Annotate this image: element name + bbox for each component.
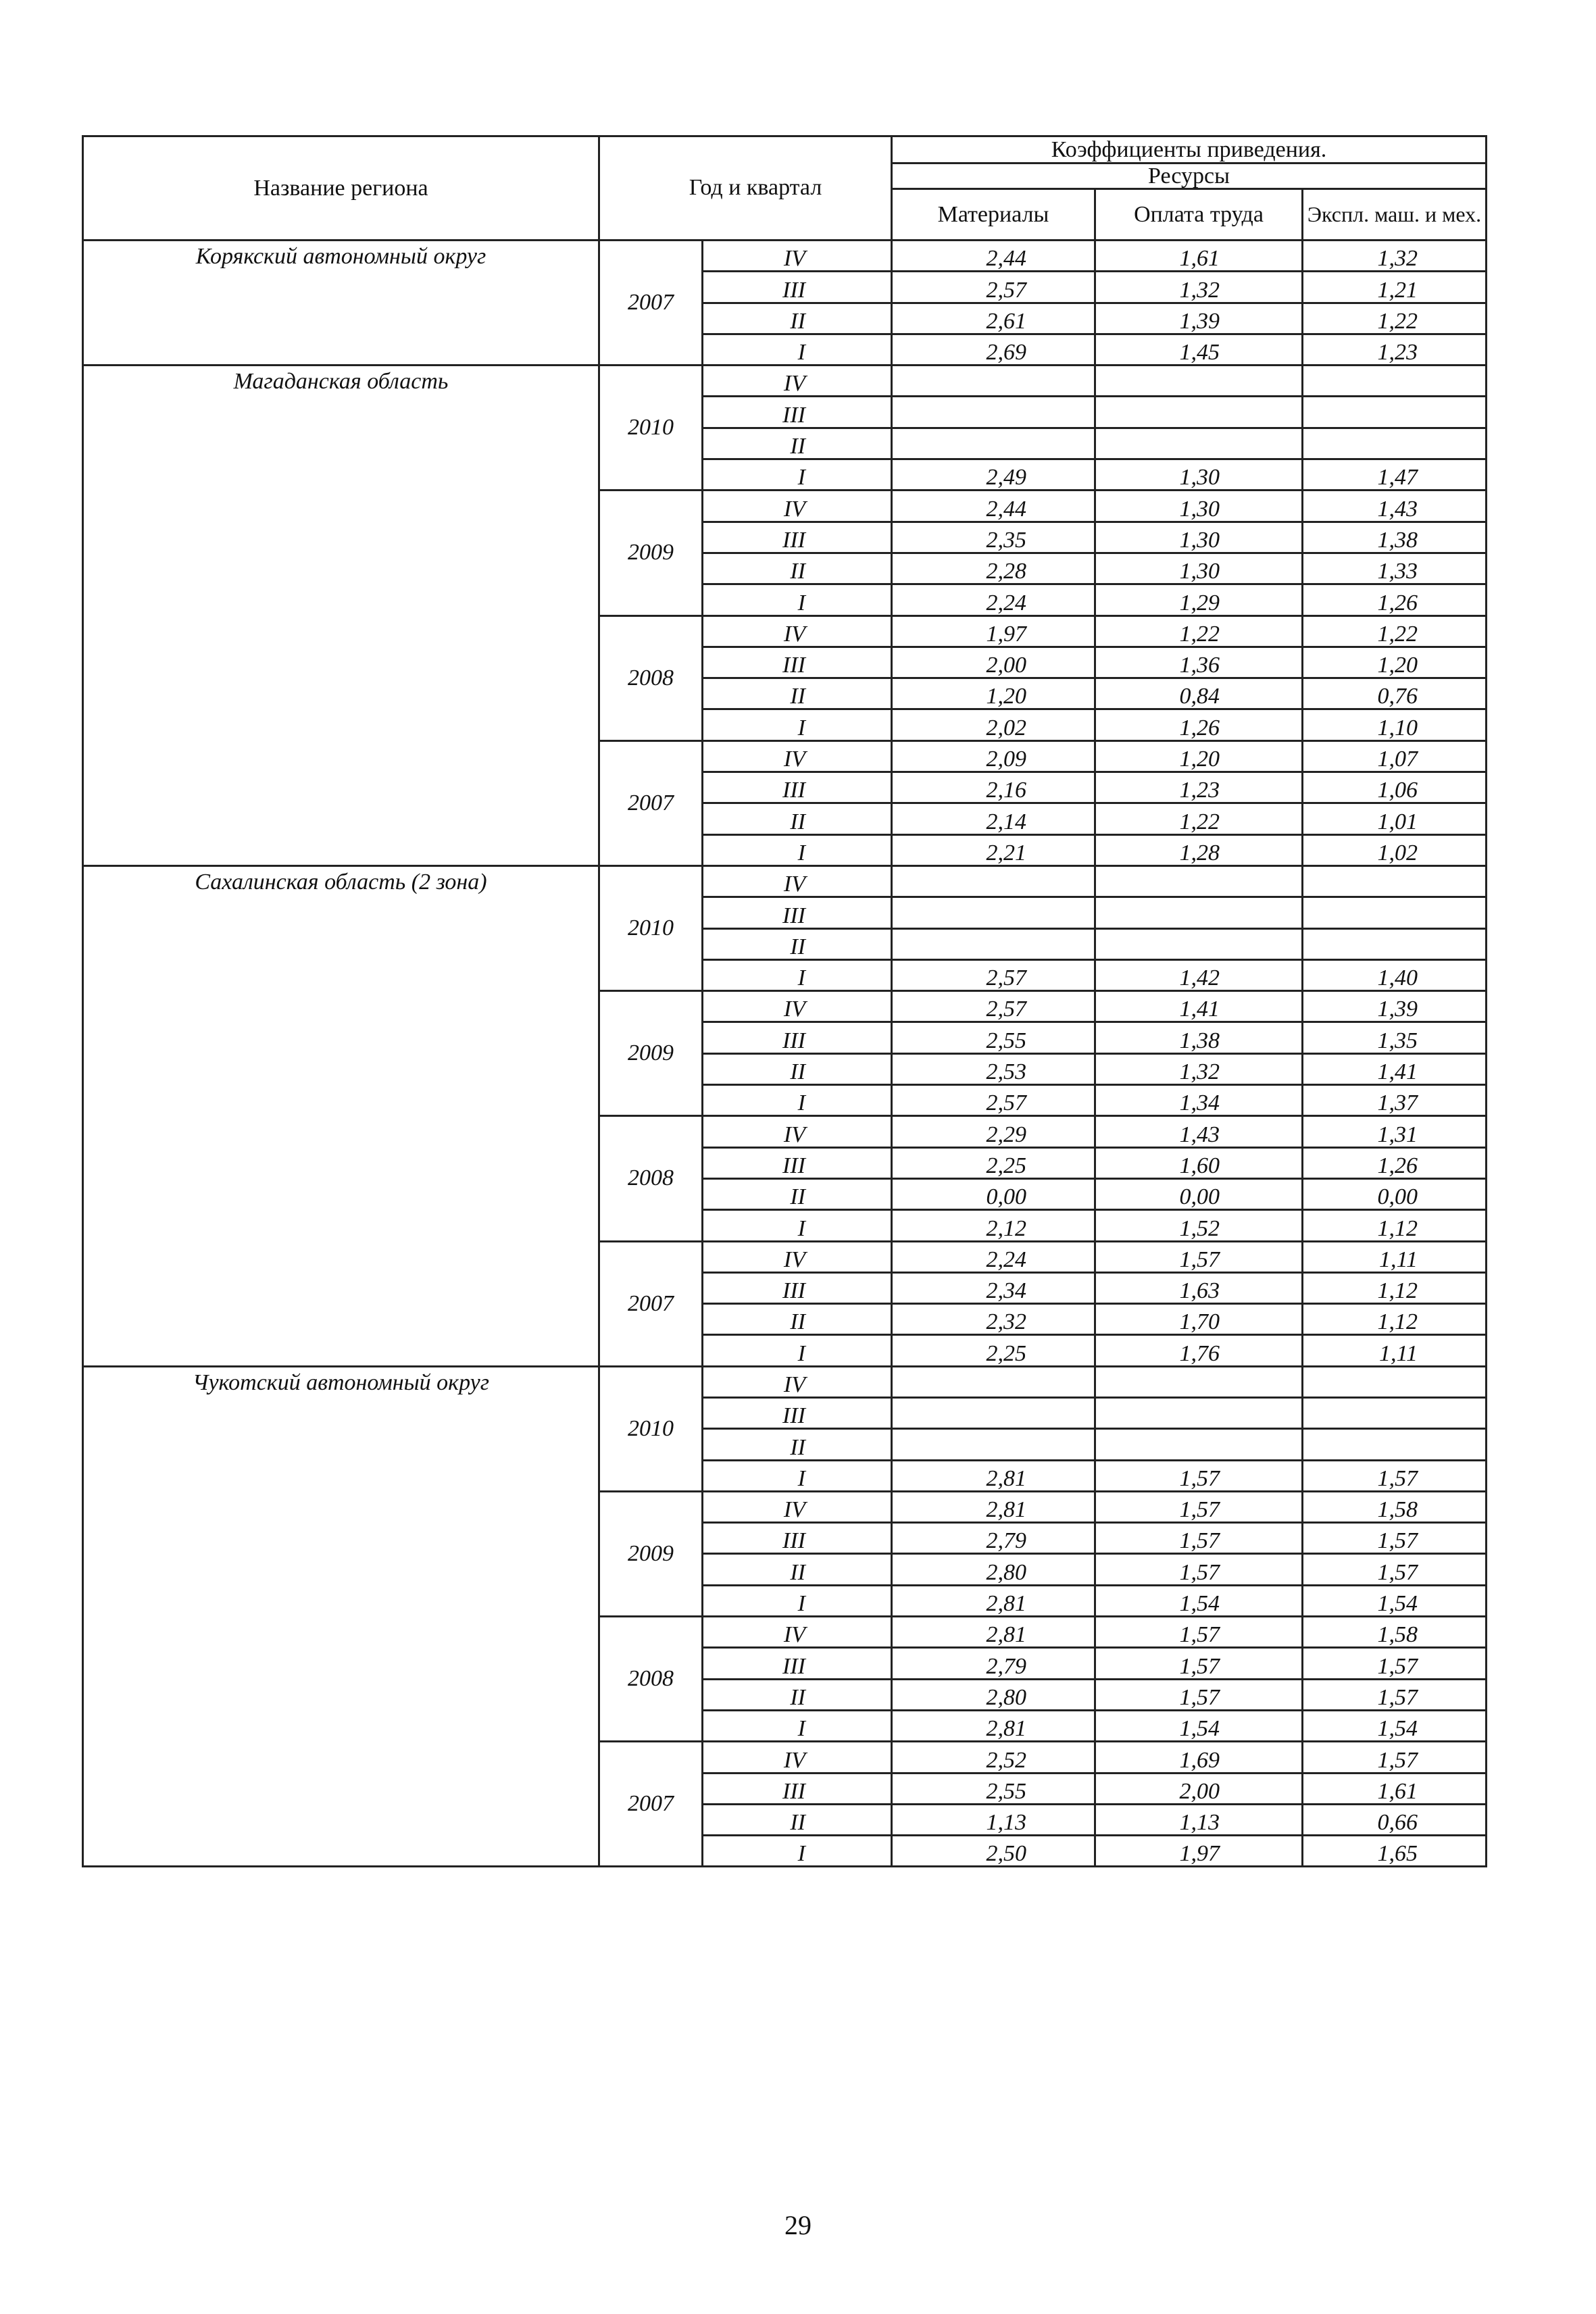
materials-cell: 2,44 <box>892 491 1095 522</box>
materials-cell: 2,57 <box>892 991 1095 1022</box>
quarter-cell: IV <box>703 241 892 272</box>
header-coefficients: Коэффициенты приведения. <box>892 136 1487 164</box>
labor-cell: 1,22 <box>1095 803 1303 834</box>
labor-cell: 1,30 <box>1095 522 1303 553</box>
year-cell: 2008 <box>599 1617 703 1742</box>
quarter-cell: II <box>703 553 892 584</box>
machines-cell: 1,22 <box>1303 615 1487 647</box>
year-cell: 2008 <box>599 615 703 740</box>
labor-cell: 1,38 <box>1095 1022 1303 1053</box>
quarter-cell: II <box>703 303 892 334</box>
labor-cell <box>1095 1429 1303 1460</box>
materials-cell: 2,55 <box>892 1773 1095 1804</box>
labor-cell: 1,32 <box>1095 1053 1303 1084</box>
materials-cell <box>892 366 1095 397</box>
machines-cell: 1,33 <box>1303 553 1487 584</box>
labor-cell: 1,57 <box>1095 1648 1303 1679</box>
quarter-cell: III <box>703 647 892 678</box>
materials-cell: 1,97 <box>892 615 1095 647</box>
coefficients-table <box>82 135 1487 1867</box>
materials-cell: 2,32 <box>892 1304 1095 1335</box>
materials-cell <box>892 865 1095 897</box>
table-row <box>83 366 1487 397</box>
machines-cell: 1,12 <box>1303 1272 1487 1303</box>
materials-cell: 2,25 <box>892 1335 1095 1366</box>
quarter-cell: IV <box>703 865 892 897</box>
machines-cell: 1,07 <box>1303 740 1487 772</box>
labor-cell: 1,43 <box>1095 1116 1303 1147</box>
labor-cell: 1,54 <box>1095 1710 1303 1741</box>
year-cell: 2007 <box>599 740 703 865</box>
quarter-cell: III <box>703 522 892 553</box>
materials-cell: 2,57 <box>892 272 1095 303</box>
materials-cell: 2,80 <box>892 1679 1095 1710</box>
quarter-cell: II <box>703 1554 892 1585</box>
labor-cell: 1,36 <box>1095 647 1303 678</box>
year-cell: 2008 <box>599 1116 703 1241</box>
quarter-cell: II <box>703 428 892 459</box>
materials-cell: 2,57 <box>892 1085 1095 1116</box>
labor-cell: 1,30 <box>1095 459 1303 491</box>
materials-cell: 2,00 <box>892 647 1095 678</box>
labor-cell: 0,84 <box>1095 678 1303 709</box>
labor-cell: 0,00 <box>1095 1178 1303 1209</box>
quarter-cell: IV <box>703 615 892 647</box>
machines-cell <box>1303 366 1487 397</box>
materials-cell: 2,12 <box>892 1210 1095 1241</box>
quarter-cell: I <box>703 834 892 865</box>
year-cell: 2009 <box>599 991 703 1116</box>
quarter-cell: II <box>703 1053 892 1084</box>
machines-cell: 1,12 <box>1303 1210 1487 1241</box>
machines-cell: 1,41 <box>1303 1053 1487 1084</box>
materials-cell: 0,00 <box>892 1178 1095 1209</box>
materials-cell: 2,79 <box>892 1523 1095 1554</box>
labor-cell <box>1095 1366 1303 1397</box>
labor-cell: 1,63 <box>1095 1272 1303 1303</box>
labor-cell: 1,30 <box>1095 553 1303 584</box>
materials-cell: 1,13 <box>892 1804 1095 1835</box>
quarter-cell: IV <box>703 1491 892 1522</box>
labor-cell <box>1095 366 1303 397</box>
header-labor: Оплата труда <box>1095 189 1303 241</box>
materials-cell: 2,44 <box>892 241 1095 272</box>
table-row <box>83 1366 1487 1397</box>
quarter-cell: I <box>703 1585 892 1616</box>
labor-cell: 1,69 <box>1095 1742 1303 1773</box>
materials-cell <box>892 897 1095 928</box>
machines-cell: 1,23 <box>1303 334 1487 365</box>
quarter-cell: I <box>703 1085 892 1116</box>
machines-cell: 1,20 <box>1303 647 1487 678</box>
machines-cell: 1,10 <box>1303 709 1487 740</box>
quarter-cell: I <box>703 1836 892 1867</box>
labor-cell: 1,57 <box>1095 1241 1303 1272</box>
machines-cell: 0,66 <box>1303 1804 1487 1835</box>
labor-cell: 1,34 <box>1095 1085 1303 1116</box>
year-cell: 2010 <box>599 366 703 491</box>
materials-cell: 2,50 <box>892 1836 1095 1867</box>
region-name: Чукотский автономный округ <box>83 1366 599 1867</box>
machines-cell: 1,39 <box>1303 991 1487 1022</box>
quarter-cell: IV <box>703 991 892 1022</box>
year-cell: 2009 <box>599 1491 703 1616</box>
quarter-cell: IV <box>703 1241 892 1272</box>
quarter-cell: III <box>703 1397 892 1428</box>
labor-cell: 2,00 <box>1095 1773 1303 1804</box>
machines-cell: 1,38 <box>1303 522 1487 553</box>
machines-cell: 1,57 <box>1303 1523 1487 1554</box>
materials-cell: 1,20 <box>892 678 1095 709</box>
materials-cell: 2,81 <box>892 1617 1095 1648</box>
labor-cell: 1,41 <box>1095 991 1303 1022</box>
quarter-cell: IV <box>703 740 892 772</box>
labor-cell: 1,61 <box>1095 241 1303 272</box>
materials-cell: 2,81 <box>892 1460 1095 1491</box>
quarter-cell: I <box>703 584 892 615</box>
machines-cell <box>1303 1429 1487 1460</box>
labor-cell: 1,70 <box>1095 1304 1303 1335</box>
materials-cell <box>892 1366 1095 1397</box>
machines-cell <box>1303 428 1487 459</box>
machines-cell: 1,12 <box>1303 1304 1487 1335</box>
region-name: Корякский автономный округ <box>83 241 599 366</box>
materials-cell: 2,29 <box>892 1116 1095 1147</box>
machines-cell: 1,40 <box>1303 959 1487 990</box>
materials-cell: 2,49 <box>892 459 1095 491</box>
materials-cell: 2,53 <box>892 1053 1095 1084</box>
quarter-cell: I <box>703 1210 892 1241</box>
machines-cell: 1,54 <box>1303 1585 1487 1616</box>
quarter-cell: II <box>703 1304 892 1335</box>
quarter-cell: II <box>703 1679 892 1710</box>
quarter-cell: II <box>703 1178 892 1209</box>
materials-cell: 2,28 <box>892 553 1095 584</box>
quarter-cell: III <box>703 772 892 803</box>
labor-cell: 1,42 <box>1095 959 1303 990</box>
region-name: Сахалинская область (2 зона) <box>83 865 599 1366</box>
machines-cell: 1,01 <box>1303 803 1487 834</box>
machines-cell: 0,00 <box>1303 1178 1487 1209</box>
machines-cell: 1,57 <box>1303 1460 1487 1491</box>
region-name: Магаданская область <box>83 366 599 866</box>
labor-cell <box>1095 928 1303 959</box>
header-region: Название региона <box>83 136 599 241</box>
machines-cell <box>1303 865 1487 897</box>
machines-cell: 1,65 <box>1303 1836 1487 1867</box>
quarter-cell: II <box>703 1429 892 1460</box>
machines-cell: 1,35 <box>1303 1022 1487 1053</box>
quarter-cell: IV <box>703 1366 892 1397</box>
materials-cell: 2,61 <box>892 303 1095 334</box>
machines-cell: 1,43 <box>1303 491 1487 522</box>
machines-cell: 1,54 <box>1303 1710 1487 1741</box>
materials-cell <box>892 428 1095 459</box>
quarter-cell: IV <box>703 366 892 397</box>
materials-cell: 2,25 <box>892 1147 1095 1178</box>
quarter-cell: I <box>703 1460 892 1491</box>
labor-cell: 1,23 <box>1095 772 1303 803</box>
machines-cell: 1,57 <box>1303 1679 1487 1710</box>
machines-cell: 1,22 <box>1303 303 1487 334</box>
machines-cell: 1,57 <box>1303 1554 1487 1585</box>
header-materials: Материалы <box>892 189 1095 241</box>
labor-cell: 1,76 <box>1095 1335 1303 1366</box>
machines-cell <box>1303 1366 1487 1397</box>
quarter-cell: I <box>703 334 892 365</box>
materials-cell: 2,21 <box>892 834 1095 865</box>
labor-cell: 1,32 <box>1095 272 1303 303</box>
labor-cell: 1,57 <box>1095 1679 1303 1710</box>
labor-cell: 1,54 <box>1095 1585 1303 1616</box>
table-row <box>83 865 1487 897</box>
quarter-cell: IV <box>703 1742 892 1773</box>
quarter-cell: II <box>703 928 892 959</box>
quarter-cell: II <box>703 1804 892 1835</box>
materials-cell: 2,57 <box>892 959 1095 990</box>
materials-cell: 2,14 <box>892 803 1095 834</box>
labor-cell: 1,20 <box>1095 740 1303 772</box>
labor-cell: 1,57 <box>1095 1617 1303 1648</box>
machines-cell: 1,11 <box>1303 1241 1487 1272</box>
quarter-cell: I <box>703 459 892 491</box>
machines-cell: 1,47 <box>1303 459 1487 491</box>
header-machines: Экспл. маш. и мех. <box>1303 189 1487 241</box>
year-cell: 2010 <box>599 1366 703 1491</box>
quarter-cell: IV <box>703 491 892 522</box>
year-cell: 2007 <box>599 1241 703 1366</box>
header-resources: Ресурсы <box>892 164 1487 189</box>
labor-cell: 1,60 <box>1095 1147 1303 1178</box>
labor-cell: 1,57 <box>1095 1491 1303 1522</box>
quarter-cell: III <box>703 1022 892 1053</box>
quarter-cell: I <box>703 709 892 740</box>
machines-cell: 1,58 <box>1303 1617 1487 1648</box>
machines-cell <box>1303 897 1487 928</box>
quarter-cell: III <box>703 1523 892 1554</box>
labor-cell <box>1095 397 1303 428</box>
materials-cell <box>892 397 1095 428</box>
materials-cell: 2,52 <box>892 1742 1095 1773</box>
materials-cell: 2,81 <box>892 1491 1095 1522</box>
labor-cell <box>1095 865 1303 897</box>
materials-cell: 2,81 <box>892 1710 1095 1741</box>
machines-cell <box>1303 397 1487 428</box>
labor-cell <box>1095 897 1303 928</box>
page-number: 29 <box>784 2210 812 2240</box>
materials-cell: 2,24 <box>892 1241 1095 1272</box>
labor-cell: 1,57 <box>1095 1554 1303 1585</box>
materials-cell: 2,55 <box>892 1022 1095 1053</box>
materials-cell: 2,80 <box>892 1554 1095 1585</box>
materials-cell: 2,16 <box>892 772 1095 803</box>
quarter-cell: I <box>703 1335 892 1366</box>
labor-cell: 1,45 <box>1095 334 1303 365</box>
machines-cell: 1,26 <box>1303 1147 1487 1178</box>
labor-cell: 1,97 <box>1095 1836 1303 1867</box>
labor-cell: 1,30 <box>1095 491 1303 522</box>
quarter-cell: III <box>703 1147 892 1178</box>
quarter-cell: III <box>703 1773 892 1804</box>
labor-cell: 1,57 <box>1095 1523 1303 1554</box>
quarter-cell: III <box>703 272 892 303</box>
quarter-cell: IV <box>703 1617 892 1648</box>
quarter-cell: II <box>703 678 892 709</box>
machines-cell: 1,21 <box>1303 272 1487 303</box>
labor-cell: 1,22 <box>1095 615 1303 647</box>
quarter-cell: III <box>703 897 892 928</box>
table-header <box>83 136 1487 241</box>
machines-cell: 1,31 <box>1303 1116 1487 1147</box>
materials-cell: 2,34 <box>892 1272 1095 1303</box>
materials-cell <box>892 1429 1095 1460</box>
machines-cell: 1,61 <box>1303 1773 1487 1804</box>
labor-cell: 1,52 <box>1095 1210 1303 1241</box>
machines-cell: 1,06 <box>1303 772 1487 803</box>
materials-cell: 2,79 <box>892 1648 1095 1679</box>
labor-cell: 1,26 <box>1095 709 1303 740</box>
year-cell: 2007 <box>599 1742 703 1867</box>
machines-cell <box>1303 1397 1487 1428</box>
materials-cell: 2,24 <box>892 584 1095 615</box>
table-row <box>83 241 1487 272</box>
materials-cell <box>892 1397 1095 1428</box>
quarter-cell: IV <box>703 1116 892 1147</box>
year-cell: 2009 <box>599 491 703 615</box>
year-cell: 2010 <box>599 865 703 990</box>
quarter-cell: I <box>703 1710 892 1741</box>
labor-cell <box>1095 428 1303 459</box>
machines-cell: 1,02 <box>1303 834 1487 865</box>
table-body <box>83 241 1487 1867</box>
materials-cell <box>892 928 1095 959</box>
labor-cell <box>1095 1397 1303 1428</box>
header-year-quarter: Год и квартал <box>599 136 892 241</box>
machines-cell: 1,37 <box>1303 1085 1487 1116</box>
materials-cell: 2,09 <box>892 740 1095 772</box>
machines-cell: 1,57 <box>1303 1742 1487 1773</box>
quarter-cell: I <box>703 959 892 990</box>
machines-cell: 1,57 <box>1303 1648 1487 1679</box>
materials-cell: 2,35 <box>892 522 1095 553</box>
labor-cell: 1,39 <box>1095 303 1303 334</box>
labor-cell: 1,29 <box>1095 584 1303 615</box>
machines-cell: 1,32 <box>1303 241 1487 272</box>
machines-cell: 1,58 <box>1303 1491 1487 1522</box>
labor-cell: 1,13 <box>1095 1804 1303 1835</box>
quarter-cell: II <box>703 803 892 834</box>
labor-cell: 1,57 <box>1095 1460 1303 1491</box>
materials-cell: 2,69 <box>892 334 1095 365</box>
labor-cell: 1,28 <box>1095 834 1303 865</box>
quarter-cell: III <box>703 1272 892 1303</box>
quarter-cell: III <box>703 397 892 428</box>
year-cell: 2007 <box>599 241 703 366</box>
quarter-cell: III <box>703 1648 892 1679</box>
machines-cell: 0,76 <box>1303 678 1487 709</box>
materials-cell: 2,81 <box>892 1585 1095 1616</box>
materials-cell: 2,02 <box>892 709 1095 740</box>
machines-cell: 1,26 <box>1303 584 1487 615</box>
machines-cell: 1,11 <box>1303 1335 1487 1366</box>
machines-cell <box>1303 928 1487 959</box>
